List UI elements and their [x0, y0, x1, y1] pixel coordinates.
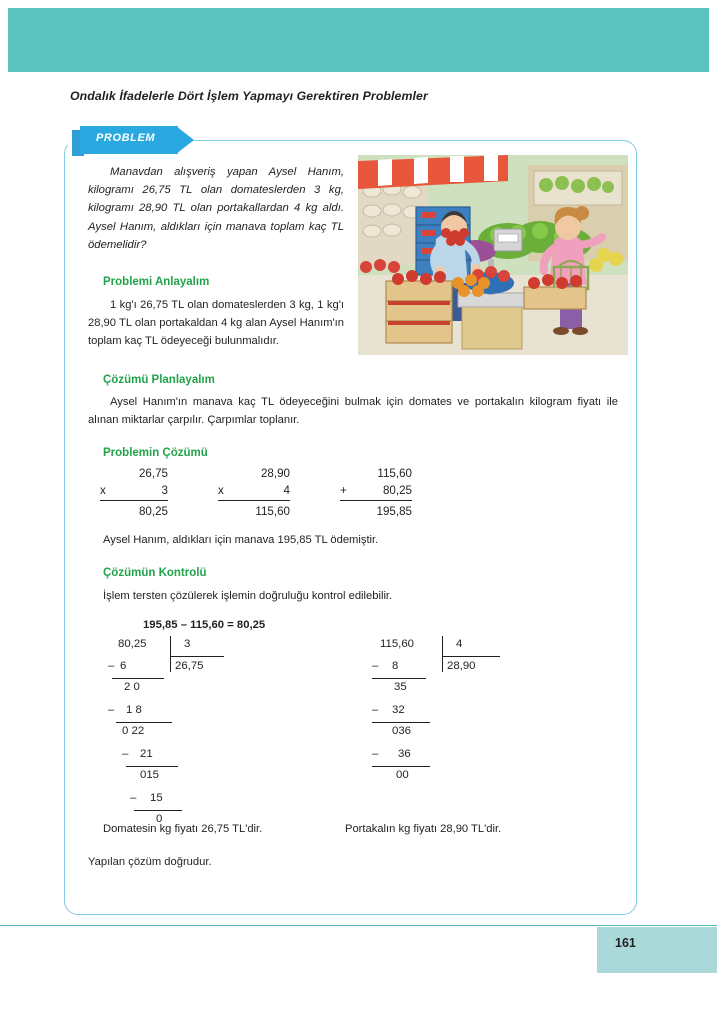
multiplication-row [100, 465, 520, 525]
divl-divisor: 3 [184, 638, 191, 650]
op3-top: 115,60 [377, 467, 412, 480]
problem-statement: Manavdan alışveriş yapan Aysel Hanım, kilogramı 26,75 TL olan domateslerden 3 kg, kilogramı 28,90 TL olan portakallardan 4 kg aldı. Aysel Hanım, aldıkları için manava toplam kaç TL ödemelidir? [88, 166, 344, 251]
divl-step4-minus: – [130, 792, 137, 804]
divl-quotient: 26,75 [175, 660, 204, 672]
divr-rem2: 036 [392, 725, 412, 737]
page-number-band [597, 927, 717, 973]
check-equation: 195,85 – 115,60 = 80,25 [143, 619, 266, 631]
op2-sign: x [218, 484, 224, 497]
divr-rule-3 [372, 766, 430, 767]
divl-rule-3 [126, 766, 178, 767]
verdict-text: Yapılan çözüm doğrudur. [88, 856, 212, 868]
divr-step3-minus: – [372, 748, 379, 760]
divr-quotient: 28,90 [447, 660, 476, 672]
divl-rule-4 [134, 810, 182, 811]
divl-rem3: 015 [140, 769, 160, 781]
understand-text: 1 kg'ı 26,75 TL olan domateslerden 3 kg, 1 kg'ı 28,90 TL olan portakaldan 4 kg alan Aysel Hanım'ın toplam kaç TL ödeyeceği bulunmalıdır. [88, 299, 344, 348]
divr-step2-minus: – [372, 704, 379, 716]
divr-hrule [442, 656, 500, 657]
op1-rule [100, 500, 168, 501]
divl-rem1: 2 0 [124, 681, 140, 693]
plan-text: Aysel Hanım'ın manava kaç TL ödeyeceğini bulmak için domates ve portakalın kilogram fiyatı ile alınan miktarlar çarpılır. Çarpımlar toplanır. [88, 396, 618, 427]
divl-step3-minus: – [122, 748, 129, 760]
plan-heading: Çözümü Planlayalım [103, 374, 215, 386]
divr-step2-value: 32 [392, 704, 405, 716]
divl-step1-minus: – [108, 660, 115, 672]
tomato-price-text: Domatesin kg fiyatı 26,75 TL'dir. [103, 823, 263, 835]
divl-dividend: 80,25 [118, 638, 147, 650]
op2-result: 115,60 [255, 505, 290, 518]
divr-rem3: 00 [396, 769, 409, 781]
divr-rule-1 [372, 678, 426, 679]
market-illustration [358, 155, 628, 355]
divl-step3-value: 21 [140, 748, 153, 760]
operation-3 [340, 465, 412, 520]
orange-price-text: Portakalın kg fiyatı 28,90 TL'dir. [345, 823, 502, 835]
solution-result-text: Aysel Hanım, aldıkları için manava 195,85 TL ödemiştir. [103, 534, 379, 546]
divr-divisor: 4 [456, 638, 463, 650]
op2-bottom: 4 [283, 484, 290, 497]
divl-step2-value: 1 8 [126, 704, 142, 716]
op3-bottom: 80,25 [382, 484, 412, 497]
divr-rule-2 [372, 722, 430, 723]
operation-2 [218, 465, 290, 520]
banner-label: PROBLEM [96, 132, 156, 144]
division-left [108, 638, 312, 825]
top-decorative-band [8, 8, 709, 72]
solution-heading: Problemin Çözümü [103, 447, 208, 459]
divr-dividend: 115,60 [380, 638, 414, 650]
divl-vrule [170, 636, 171, 672]
banner-arrow-icon [176, 126, 194, 154]
divl-rem4: 0 [156, 813, 163, 825]
divr-rem1: 35 [394, 681, 407, 693]
operation-1 [100, 465, 168, 520]
op3-sign: + [340, 484, 347, 497]
divl-step2-minus: – [108, 704, 115, 716]
check-heading: Çözümün Kontrolü [103, 567, 207, 579]
divl-rem2: 0 22 [122, 725, 145, 737]
op1-sign: x [100, 484, 106, 497]
divl-step1-value: 6 [120, 660, 127, 672]
op3-rule [340, 500, 412, 501]
op3-result: 195,85 [376, 505, 412, 518]
op1-bottom: 3 [161, 484, 168, 497]
division-right [372, 638, 580, 783]
check-text: İşlem tersten çözülerek işlemin doğruluğu kontrol edilebilir. [103, 590, 393, 602]
divl-hrule [170, 656, 224, 657]
divr-step1-minus: – [372, 660, 379, 672]
op2-rule [218, 500, 290, 501]
understand-heading: Problemi Anlayalım [103, 276, 210, 288]
divr-step3-value: 36 [398, 748, 411, 760]
divl-rule-1 [112, 678, 164, 679]
op1-result: 80,25 [138, 505, 168, 518]
problem-banner [72, 126, 196, 154]
op2-top: 28,90 [260, 467, 290, 480]
page-number: 161 [615, 936, 636, 950]
divr-vrule [442, 636, 443, 672]
divr-step1-value: 8 [392, 660, 399, 672]
op1-top: 26,75 [138, 467, 168, 480]
page-title: Ondalık İfadelerle Dört İşlem Yapmayı Gerektiren Problemler [70, 89, 428, 103]
divl-step4-value: 15 [150, 792, 163, 804]
divl-rule-2 [116, 722, 172, 723]
